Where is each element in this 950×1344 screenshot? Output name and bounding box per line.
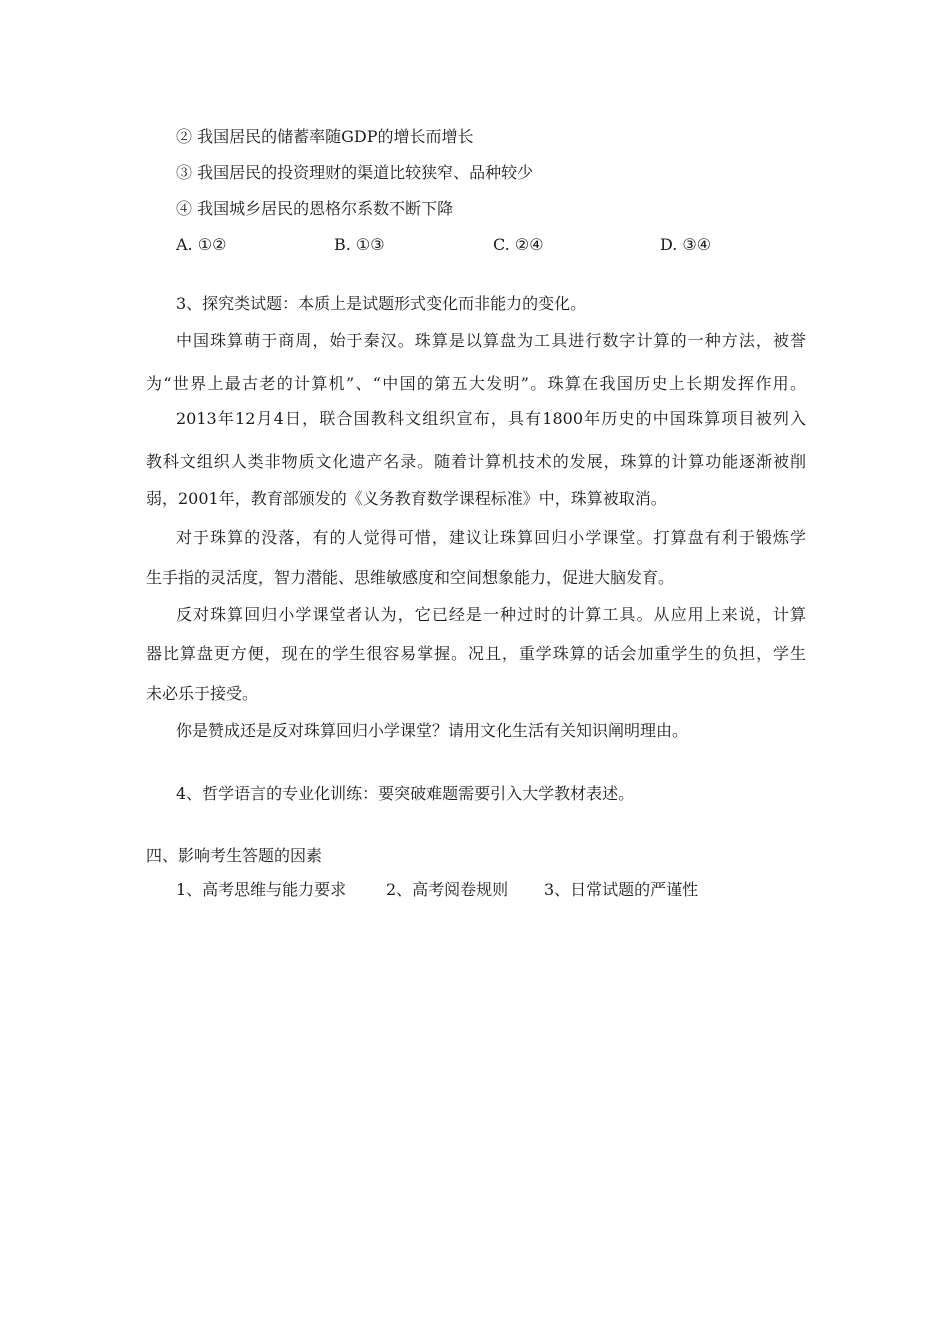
paragraph-line: 为“世界上最古老的计算机”、“中国的第五大发明”。珠算在我国历史上长期发挥作用。 [146, 374, 806, 393]
option-c: C. ②④ [493, 235, 544, 254]
paragraph-line: 器比算盘更方便，现在的学生很容易掌握。况且，重学珠算的话会加重学生的负担，学生 [146, 644, 806, 663]
factor-item-3: 3、日常试题的严谨性 [544, 880, 699, 899]
paragraph-line: 对于珠算的没落，有的人觉得可惜，建议让珠算回归小学课堂。打算盘有利于锻炼学 [176, 528, 806, 547]
paragraph-line: 反对珠算回归小学课堂者认为，它已经是一种过时的计算工具。从应用上来说，计算 [176, 605, 806, 624]
paragraph-line: 教科文组织人类非物质文化遗产名录。随着计算机技术的发展，珠算的计算功能逐渐被削 [146, 452, 806, 471]
part-4-heading: 四、影响考生答题的因素 [146, 846, 323, 865]
section-4-heading: 4、哲学语言的专业化训练：要突破难题需要引入大学教材表述。 [176, 784, 635, 803]
factor-item-2: 2、高考阅卷规则 [386, 880, 509, 899]
section-3-heading: 3、探究类试题：本质上是试题形式变化而非能力的变化。 [176, 294, 587, 313]
option-d: D. ③④ [660, 235, 712, 254]
choice-item-4: ④ 我国城乡居民的恩格尔系数不断下降 [176, 199, 454, 218]
paragraph-line: 未必乐于接受。 [146, 684, 259, 703]
option-b: B. ①③ [334, 235, 385, 254]
factor-item-1: 1、高考思维与能力要求 [176, 880, 347, 899]
choice-item-2: ② 我国居民的储蓄率随GDP的增长而增长 [176, 127, 474, 146]
discussion-question: 你是赞成还是反对珠算回归小学课堂？请用文化生活有关知识阐明理由。 [176, 721, 689, 740]
paragraph-line: 2013年12月4日，联合国教科文组织宣布，具有1800年历史的中国珠算项目被列入 [176, 409, 806, 428]
paragraph-line: 生手指的灵活度，智力潜能、思维敏感度和空间想象能力，促进大脑发育。 [146, 568, 675, 587]
paragraph-line: 弱，2001年，教育部颁发的《义务教育数学课程标准》中，珠算被取消。 [146, 489, 667, 508]
option-a: A. ①② [176, 235, 227, 254]
paragraph-line: 中国珠算萌于商周，始于秦汉。珠算是以算盘为工具进行数字计算的一种方法，被誉 [176, 331, 806, 350]
choice-item-3: ③ 我国居民的投资理财的渠道比较狭窄、品种较少 [176, 163, 534, 182]
